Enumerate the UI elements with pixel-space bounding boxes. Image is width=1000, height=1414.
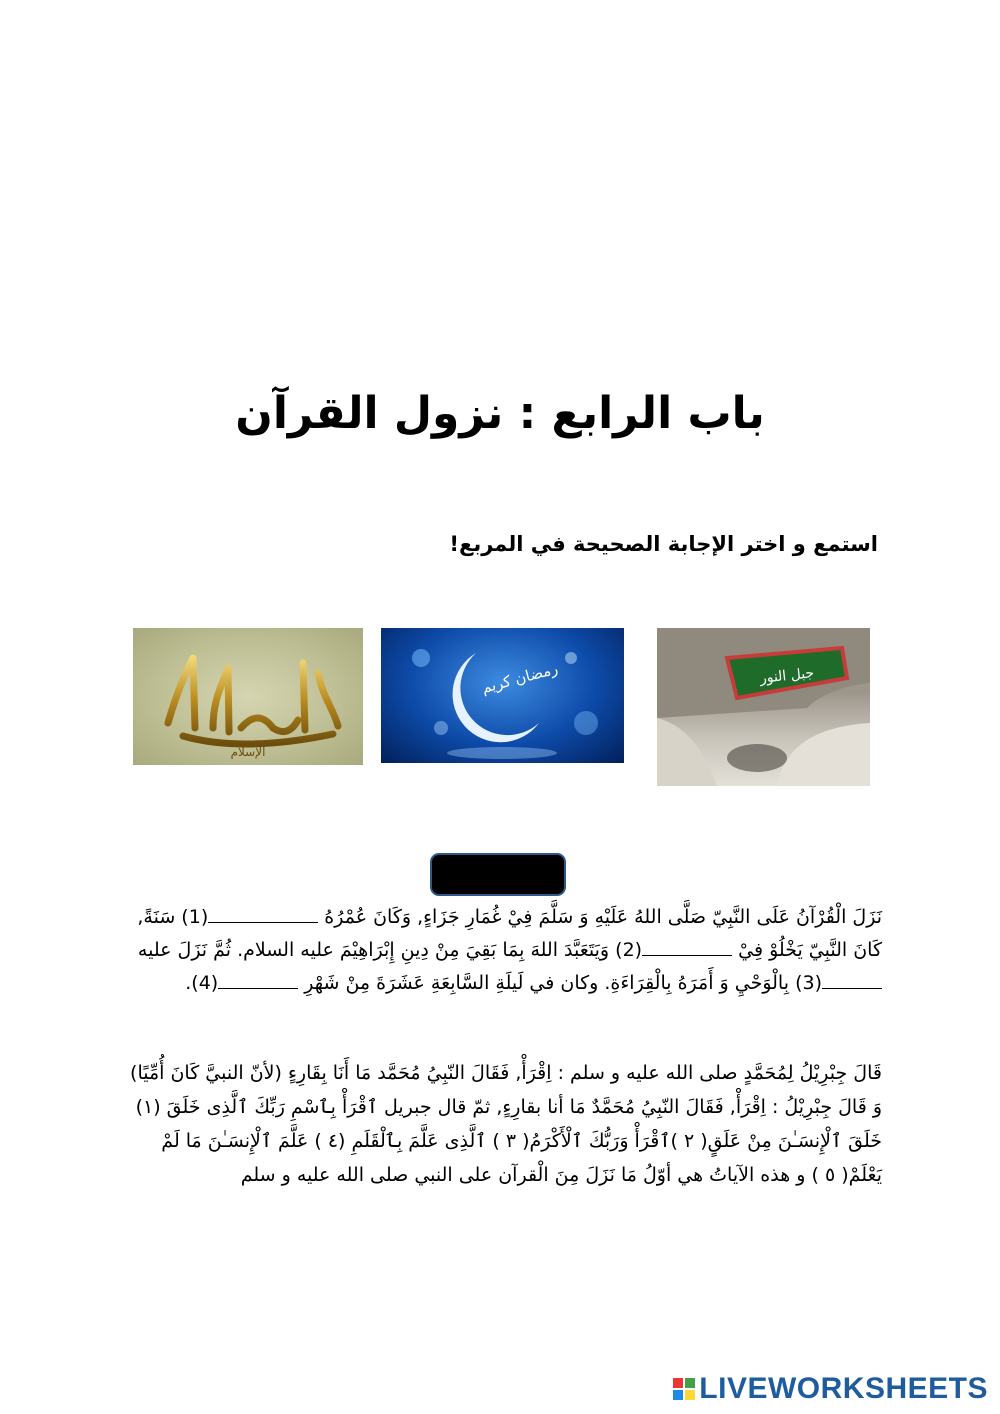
cave-sign-text: جبل النور — [759, 665, 815, 687]
fill-in-paragraph — [122, 901, 882, 1000]
blank-2-input[interactable] — [642, 939, 732, 956]
brand-name: LIVEWORKSHEETS — [699, 1372, 988, 1405]
para1-s2: سَنَةً, كَانَ النَّبِيّ يَخْلُوْ فِيْ — [137, 906, 882, 961]
instruction-text: استمع و اختر الإجابة الصحيحة في المربع! — [449, 532, 878, 556]
cave-hira-image — [657, 628, 870, 786]
para1-s3: وَيَتَعَبَّدَ اللهَ بِمَا بَقِيَ مِنْ دِينِ إِبْرَاهِيْمَ عليه السلام. ثُمَّ نَزَلَ عليه — [137, 939, 610, 961]
blank-3-number: (3) — [795, 972, 822, 994]
logo-grid-icon — [673, 1378, 695, 1400]
blank-1-number: (1) — [181, 906, 209, 928]
para1-s1: نَزَلَ الْقُرْآنُ عَلَى النَّبِيّ صَلَّى اللهُ عَلَيْهِ وَ سَلَّمَ فِيْ غُمَارِ جَزَاءٍ, وَكَانَ عُمْرُهُ — [324, 906, 882, 928]
audio-play-button[interactable] — [430, 853, 566, 896]
calligraphy-text: الإسلام — [230, 745, 266, 759]
blank-2-number: (2) — [615, 939, 643, 961]
blank-4-input[interactable] — [218, 972, 298, 989]
blank-1-input[interactable] — [208, 906, 318, 923]
ramadan-text: رمضان كريم — [479, 659, 560, 697]
liveworksheets-logo — [673, 1372, 988, 1406]
blank-4-number: (4). — [185, 972, 219, 994]
page-title: باب الرابع : نزول القرآن — [235, 388, 765, 439]
ramadan-crescent-image — [381, 628, 624, 763]
para1-s4: بِالْوَحْيِ وَ أَمَرَهُ بِالْقِرَاءَةِ. وكان في لَيلَةِ السَّابِعَةِ عَشَرَةَ مِنْ شَهْرِ — [304, 972, 790, 994]
islam-calligraphy-image — [133, 628, 363, 765]
revelation-paragraph: قَالَ جِبْرِيْلُ لِمُحَمَّدٍ صلى الله عليه و سلم : اِقْرَأْ, فَقَالَ النّبِيُ مُحَمَّد مَا أَنَا بِقَارِءٍ (لأنّ النبيَّ كَانَ أُمِّيًا) وَ قَالَ جِبْرِيْلُ : اِقْرَأْ, فَقَالَ النّبِيُ مُحَمَّدٌ مَا أنا بقارِءٍ, ثمّ قال جبريل ٱقْرَأْ بِٱسْمِ رَبِّكَ ٱلَّذِى خَلَقَ (١) خَلَقَ ٱلْإِنسَـٰنَ مِنْ عَلَقٍ( ٢ )ٱقْرَأْ وَرَبُّكَ ٱلْأَكْرَمُ( ٣ ) ٱلَّذِى عَلَّمَ بِٱلْقَلَمِ (٤ ) عَلَّمَ ٱلْإِنسَـٰنَ مَا لَمْ يَعْلَمْ( ٥ ) و هذه الآياتُ هي أوّلُ مَا نَزَلَ مِنَ الْقرآن على النبي صلى الله عليه و سلم — [130, 1062, 882, 1186]
blank-3-input[interactable] — [822, 972, 882, 989]
